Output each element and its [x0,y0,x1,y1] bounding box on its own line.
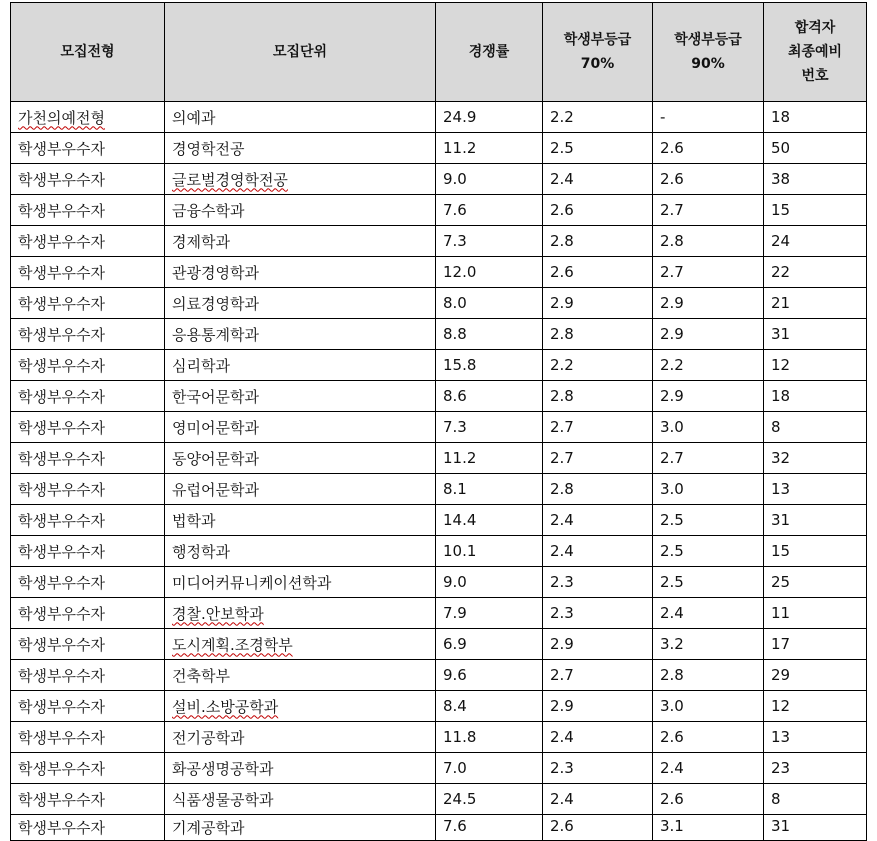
cell-final-waitlist: 50 [764,133,867,164]
cell-grade-90: 2.9 [653,319,764,350]
cell-final-waitlist: 13 [764,474,867,505]
cell-final-waitlist: 29 [764,660,867,691]
cell-recruit-unit: 영미어문학과 [165,412,436,443]
cell-recruit-type: 학생부우수자 [11,660,165,691]
cell-grade-70: 2.7 [543,443,653,474]
table-row [11,784,867,815]
cell-grade-90: 2.8 [653,660,764,691]
cell-competition-rate: 9.6 [436,660,543,691]
cell-recruit-type: 학생부우수자 [11,288,165,319]
cell-grade-70: 2.7 [543,412,653,443]
cell-grade-90: 3.0 [653,691,764,722]
cell-recruit-unit: 경제학과 [165,226,436,257]
cell-grade-70: 2.6 [543,195,653,226]
cell-competition-rate: 6.9 [436,629,543,660]
cell-recruit-unit: 도시계획.조경학부 [165,629,436,660]
cell-recruit-type: 학생부우수자 [11,629,165,660]
table-row [11,722,867,753]
col-header-recruit-unit: 모집단위 [165,3,436,102]
cell-grade-90: 3.1 [653,815,764,841]
cell-grade-90: 2.7 [653,195,764,226]
cell-recruit-unit: 의료경영학과 [165,288,436,319]
cell-recruit-unit: 한국어문학과 [165,381,436,412]
cell-grade-90: 2.7 [653,443,764,474]
cell-grade-90: 3.2 [653,629,764,660]
cell-competition-rate: 8.6 [436,381,543,412]
cell-competition-rate: 15.8 [436,350,543,381]
cell-recruit-type: 학생부우수자 [11,195,165,226]
cell-grade-70: 2.3 [543,753,653,784]
cell-final-waitlist: 12 [764,350,867,381]
cell-recruit-unit: 경찰.안보학과 [165,598,436,629]
cell-final-waitlist: 11 [764,598,867,629]
table-row [11,443,867,474]
cell-final-waitlist: 8 [764,784,867,815]
cell-grade-90: 2.8 [653,226,764,257]
cell-competition-rate: 8.4 [436,691,543,722]
cell-grade-90: 2.6 [653,164,764,195]
cell-recruit-unit: 글로벌경영학전공 [165,164,436,195]
cell-final-waitlist: 38 [764,164,867,195]
cell-grade-90: 3.0 [653,474,764,505]
admissions-table [10,2,867,841]
table-row [11,660,867,691]
cell-final-waitlist: 13 [764,722,867,753]
cell-grade-70: 2.6 [543,257,653,288]
table-row [11,629,867,660]
cell-recruit-type: 학생부우수자 [11,443,165,474]
cell-final-waitlist: 31 [764,319,867,350]
cell-recruit-unit: 전기공학과 [165,722,436,753]
col-header-recruit-type: 모집전형 [11,3,165,102]
cell-grade-70: 2.8 [543,226,653,257]
cell-grade-90: - [653,102,764,133]
cell-competition-rate: 24.9 [436,102,543,133]
table-row [11,257,867,288]
cell-grade-70: 2.9 [543,691,653,722]
cell-grade-90: 2.9 [653,381,764,412]
cell-competition-rate: 7.3 [436,412,543,443]
cell-final-waitlist: 25 [764,567,867,598]
cell-grade-70: 2.3 [543,598,653,629]
cell-grade-70: 2.3 [543,567,653,598]
cell-final-waitlist: 15 [764,195,867,226]
cell-grade-90: 2.4 [653,598,764,629]
cell-grade-70: 2.7 [543,660,653,691]
cell-competition-rate: 8.8 [436,319,543,350]
cell-competition-rate: 24.5 [436,784,543,815]
cell-grade-70: 2.5 [543,133,653,164]
cell-recruit-unit: 법학과 [165,505,436,536]
table-row [11,691,867,722]
cell-competition-rate: 8.1 [436,474,543,505]
cell-recruit-unit: 경영학전공 [165,133,436,164]
cell-grade-90: 2.4 [653,753,764,784]
cell-grade-90: 2.5 [653,536,764,567]
cell-recruit-type: 학생부우수자 [11,350,165,381]
cell-grade-70: 2.2 [543,102,653,133]
cell-recruit-unit: 화공생명공학과 [165,753,436,784]
cell-grade-90: 2.2 [653,350,764,381]
cell-competition-rate: 7.6 [436,195,543,226]
cell-recruit-type: 학생부우수자 [11,381,165,412]
cell-final-waitlist: 22 [764,257,867,288]
cell-recruit-type: 학생부우수자 [11,257,165,288]
cell-competition-rate: 11.2 [436,133,543,164]
cell-recruit-type: 가천의예전형 [11,102,165,133]
cell-grade-70: 2.4 [543,722,653,753]
cell-competition-rate: 11.8 [436,722,543,753]
cell-competition-rate: 14.4 [436,505,543,536]
cell-recruit-type: 학생부우수자 [11,505,165,536]
cell-final-waitlist: 8 [764,412,867,443]
cell-recruit-unit: 행정학과 [165,536,436,567]
cell-recruit-unit: 기계공학과 [165,815,436,841]
cell-grade-70: 2.6 [543,815,653,841]
cell-grade-70: 2.4 [543,505,653,536]
table-row [11,381,867,412]
col-header-grade-70: 학생부등급 70% [543,3,653,102]
cell-final-waitlist: 32 [764,443,867,474]
table-row [11,753,867,784]
cell-final-waitlist: 21 [764,288,867,319]
cell-grade-70: 2.8 [543,381,653,412]
cell-final-waitlist: 18 [764,102,867,133]
cell-grade-70: 2.4 [543,536,653,567]
cell-recruit-type: 학생부우수자 [11,753,165,784]
cell-final-waitlist: 18 [764,381,867,412]
cell-grade-90: 2.6 [653,133,764,164]
col-header-grade-90: 학생부등급 90% [653,3,764,102]
cell-recruit-type: 학생부우수자 [11,536,165,567]
cell-recruit-unit: 미디어커뮤니케이션학과 [165,567,436,598]
cell-competition-rate: 7.6 [436,815,543,841]
cell-recruit-type: 학생부우수자 [11,784,165,815]
cell-final-waitlist: 23 [764,753,867,784]
cell-grade-70: 2.8 [543,319,653,350]
cell-grade-90: 2.9 [653,288,764,319]
cell-competition-rate: 11.2 [436,443,543,474]
cell-final-waitlist: 31 [764,505,867,536]
table-row [11,505,867,536]
cell-recruit-unit: 심리학과 [165,350,436,381]
cell-recruit-type: 학생부우수자 [11,133,165,164]
cell-recruit-unit: 설비.소방공학과 [165,691,436,722]
cell-competition-rate: 7.3 [436,226,543,257]
cell-grade-90: 2.5 [653,567,764,598]
cell-recruit-type: 학생부우수자 [11,474,165,505]
cell-competition-rate: 9.0 [436,164,543,195]
cell-grade-90: 2.6 [653,722,764,753]
table-row [11,412,867,443]
cell-recruit-unit: 금융수학과 [165,195,436,226]
cell-recruit-type: 학생부우수자 [11,164,165,195]
table-row [11,195,867,226]
header-row [11,3,867,102]
table-row [11,598,867,629]
cell-grade-70: 2.9 [543,629,653,660]
table-row [11,474,867,505]
cell-recruit-unit: 관광경영학과 [165,257,436,288]
cell-competition-rate: 8.0 [436,288,543,319]
cell-recruit-type: 학생부우수자 [11,319,165,350]
cell-final-waitlist: 31 [764,815,867,841]
table-row [11,319,867,350]
col-header-final-waitlist: 합격자 최종예비 번호 [764,3,867,102]
table-row [11,164,867,195]
cell-final-waitlist: 24 [764,226,867,257]
cell-recruit-type: 학생부우수자 [11,226,165,257]
table-row [11,536,867,567]
cell-grade-70: 2.8 [543,474,653,505]
table-row [11,350,867,381]
table-row [11,133,867,164]
cell-final-waitlist: 15 [764,536,867,567]
cell-recruit-type: 학생부우수자 [11,598,165,629]
cell-competition-rate: 12.0 [436,257,543,288]
cell-grade-90: 2.7 [653,257,764,288]
cell-grade-90: 3.0 [653,412,764,443]
cell-competition-rate: 7.9 [436,598,543,629]
cell-recruit-unit: 동양어문학과 [165,443,436,474]
cell-recruit-unit: 응용통계학과 [165,319,436,350]
table-row [11,288,867,319]
cell-recruit-unit: 식품생물공학과 [165,784,436,815]
cell-competition-rate: 9.0 [436,567,543,598]
cell-recruit-unit: 의예과 [165,102,436,133]
cell-recruit-unit: 유럽어문학과 [165,474,436,505]
cell-grade-90: 2.5 [653,505,764,536]
cell-recruit-unit: 건축학부 [165,660,436,691]
cell-competition-rate: 10.1 [436,536,543,567]
cell-competition-rate: 7.0 [436,753,543,784]
cell-recruit-type: 학생부우수자 [11,815,165,841]
table-body [11,102,867,841]
cell-recruit-type: 학생부우수자 [11,412,165,443]
cell-final-waitlist: 12 [764,691,867,722]
cell-grade-70: 2.9 [543,288,653,319]
cell-grade-70: 2.4 [543,784,653,815]
table-row [11,226,867,257]
cell-final-waitlist: 17 [764,629,867,660]
cell-grade-70: 2.4 [543,164,653,195]
cell-recruit-type: 학생부우수자 [11,567,165,598]
col-header-competition-rate: 경쟁률 [436,3,543,102]
table-row [11,102,867,133]
cell-recruit-type: 학생부우수자 [11,722,165,753]
cell-grade-70: 2.2 [543,350,653,381]
cell-recruit-type: 학생부우수자 [11,691,165,722]
table-row [11,815,867,841]
cell-grade-90: 2.6 [653,784,764,815]
table-row [11,567,867,598]
